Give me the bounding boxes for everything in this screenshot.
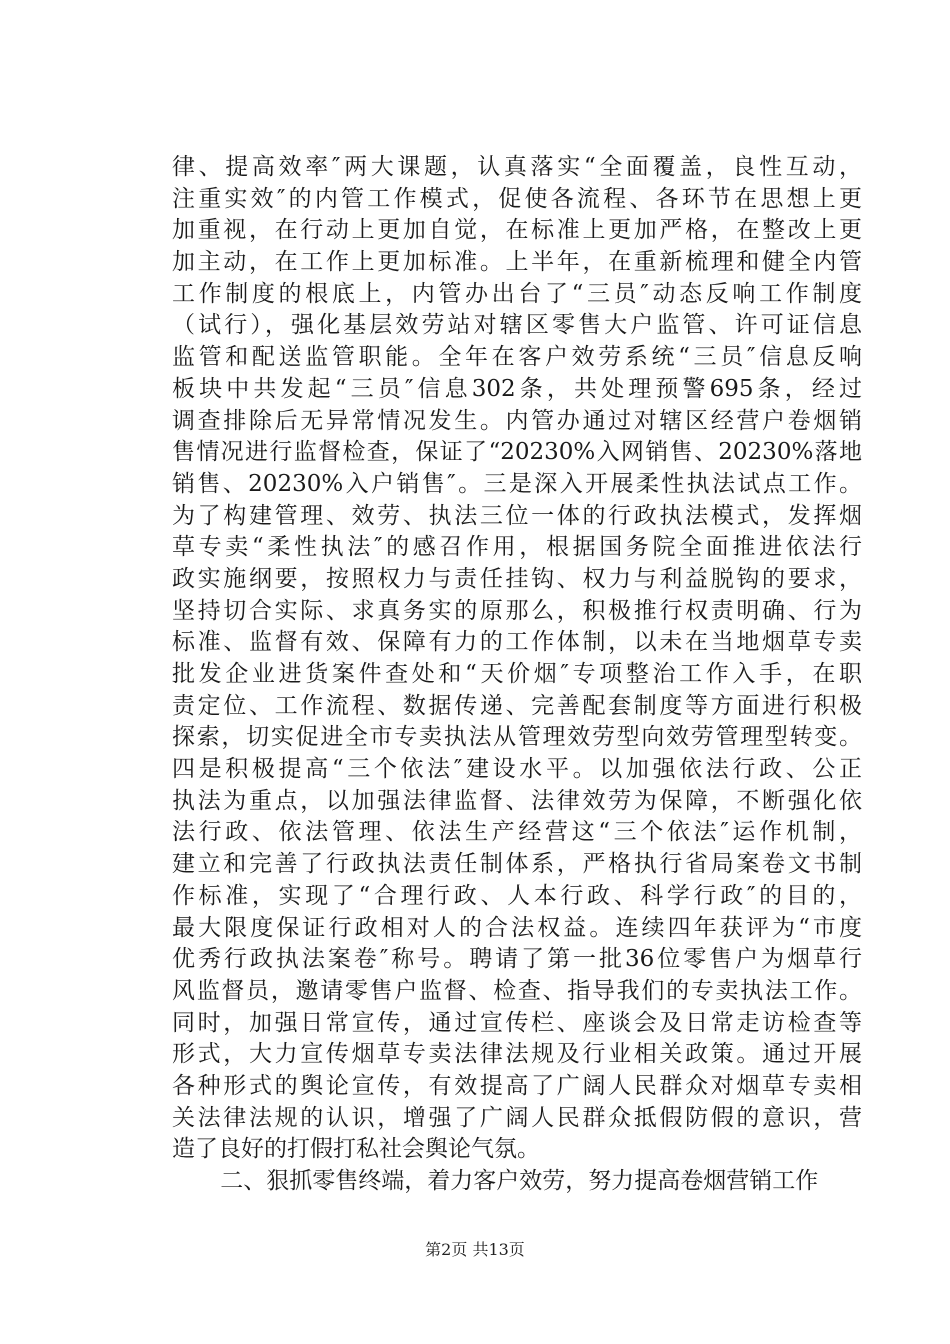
text-line: 建立和完善了行政执法责任制体系，严格执行省局案卷文书制 <box>172 851 862 878</box>
text-line: 同时，加强日常宣传，通过宣传栏、座谈会及日常走访检查等 <box>172 1009 862 1036</box>
paragraph-end-line: 造了良好的打假打私社会舆论气氛。 <box>172 1136 540 1163</box>
text-line: 最大限度保证行政相对人的合法权益。连续四年获评为“市度 <box>172 914 862 941</box>
text-line: 各种形式的舆论宣传，有效提高了广阔人民群众对烟草专卖相 <box>172 1072 862 1099</box>
text-line: 作标准，实现了“合理行政、人本行政、科学行政″的目的， <box>172 882 862 909</box>
text-line: 法行政、依法管理、依法生产经营这“三个依法″运作机制， <box>172 819 862 846</box>
text-line: 注重实效″的内管工作模式，促使各流程、各环节在思想上更 <box>172 185 862 212</box>
text-line: 监管和配送监管职能。全年在客户效劳系统“三员″信息反响 <box>172 344 862 371</box>
page-number: 第2页 共13页 <box>425 1240 525 1259</box>
text-line: 关法律法规的认识，增强了广阔人民群众抵假防假的意识，营 <box>172 1104 862 1131</box>
text-line: 政实施纲要，按照权力与责任挂钩、权力与利益脱钩的要求， <box>172 565 862 592</box>
text-line: 批发企业进货案件查处和“天价烟″专项整治工作入手，在职 <box>172 661 862 687</box>
text-line: 调查排除后无异常情况发生。内管办通过对辖区经营户卷烟销 <box>172 407 862 434</box>
text-line: 四是积极提高“三个依法″建设水平。以加强依法行政、公正 <box>172 756 862 783</box>
text-line: 形式，大力宣传烟草专卖法律法规及行业相关政策。通过开展 <box>172 1041 862 1068</box>
text-line: 探索，切实促进全市专卖执法从管理效劳型向效劳管理型转变。 <box>172 724 862 751</box>
text-line: 售情况进行监督检查，保证了“20230%入网销售、20230%落地 <box>172 439 862 466</box>
text-line: 加主动，在工作上更加标准。上半年，在重新梳理和健全内管 <box>172 249 862 276</box>
text-line: （试行），强化基层效劳站对辖区零售大户监管、许可证信息 <box>172 312 862 339</box>
text-line: 执法为重点，以加强法律监督、法律效劳为保障，不断强化依 <box>172 787 862 814</box>
page-footer <box>0 1239 950 1261</box>
text-line: 坚持切合实际、求真务实的原那么，积极推行权责明确、行为 <box>172 597 862 624</box>
text-line: 律、提高效率″两大课题，认真落实“全面覆盖，良性互动， <box>172 154 862 180</box>
text-line: 加重视，在行动上更加自觉，在标准上更加严格，在整改上更 <box>172 217 862 244</box>
text-line: 销售、20230%入户销售″。三是深入开展柔性执法试点工作。 <box>172 470 862 497</box>
text-line: 为了构建管理、效劳、执法三位一体的行政执法模式，发挥烟 <box>172 502 862 529</box>
text-line: 板块中共发起“三员″信息302条，共处理预警695条，经过 <box>172 375 862 402</box>
text-line: 优秀行政执法案卷″称号。聘请了第一批36位零售户为烟草行 <box>172 946 862 973</box>
text-line: 风监督员，邀请零售户监督、检查、指导我们的专卖执法工作。 <box>172 977 862 1004</box>
text-line: 责定位、工作流程、数据传递、完善配套制度等方面进行积极 <box>172 692 862 719</box>
section-heading-line: 二、狠抓零售终端，着力客户效劳，努力提高卷烟营销工作 <box>220 1168 819 1194</box>
document-body <box>172 152 862 1198</box>
text-line: 草专卖“柔性执法″的感召作用，根据国务院全面推进依法行 <box>172 534 862 561</box>
text-line: 工作制度的根底上，内管办出台了“三员″动态反响工作制度 <box>172 280 862 307</box>
text-line: 标准、监督有效、保障有力的工作体制，以未在当地烟草专卖 <box>172 629 862 656</box>
